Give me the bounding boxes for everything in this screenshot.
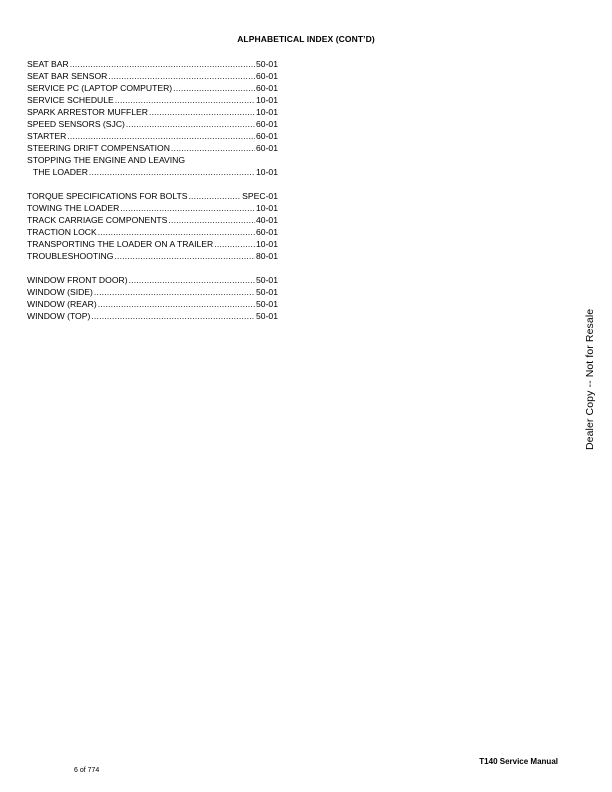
index-entry	[27, 202, 278, 214]
index-entry	[27, 238, 278, 250]
manual-title: T140 Service Manual	[479, 757, 558, 766]
index-entry-continuation	[27, 166, 278, 178]
index-term: TROUBLESHOOTING	[27, 251, 114, 261]
index-page-ref: 10-01	[256, 107, 278, 117]
index-page-ref: SPEC-01	[242, 191, 278, 201]
index-term: TORQUE SPECIFICATIONS FOR BOLTS	[27, 191, 188, 201]
dealer-copy-watermark: Dealer Copy -- Not for Resale	[584, 308, 596, 450]
index-entry	[27, 190, 278, 202]
dot-leader	[173, 82, 255, 94]
dot-leader	[188, 190, 241, 202]
dot-leader	[70, 58, 255, 70]
index-page-ref: 50-01	[256, 299, 278, 309]
alphabetical-index	[27, 58, 278, 334]
page-counter: 6 of 774	[74, 767, 100, 774]
dot-leader	[98, 298, 255, 310]
index-entry	[27, 82, 278, 94]
index-entry	[27, 298, 278, 310]
index-entry	[27, 250, 278, 262]
index-term: WINDOW (TOP)	[27, 311, 91, 321]
dot-leader	[98, 226, 255, 238]
index-entry	[27, 58, 278, 70]
index-entry-multiline	[27, 154, 278, 178]
index-term: TRACK CARRIAGE COMPONENTS	[27, 215, 168, 225]
index-term: STOPPING THE ENGINE AND LEAVING	[27, 155, 186, 165]
index-group-w	[27, 274, 278, 322]
dot-leader	[114, 250, 255, 262]
index-entry	[27, 118, 278, 130]
index-term: STARTER	[27, 131, 67, 141]
index-term: SEAT BAR SENSOR	[27, 71, 108, 81]
index-term: SERVICE PC (LAPTOP COMPUTER)	[27, 83, 173, 93]
dot-leader	[214, 238, 255, 250]
index-page-ref: 50-01	[256, 275, 278, 285]
index-term-continued: THE LOADER	[33, 167, 88, 177]
index-page-ref: 10-01	[256, 95, 278, 105]
index-term: SERVICE SCHEDULE	[27, 95, 114, 105]
index-term: WINDOW (REAR)	[27, 299, 97, 309]
index-entry	[27, 106, 278, 118]
index-term: SPEED SENSORS (SJC)	[27, 119, 125, 129]
dot-leader	[120, 202, 255, 214]
index-page-ref: 60-01	[256, 131, 278, 141]
index-group-t	[27, 190, 278, 262]
dot-leader	[129, 274, 255, 286]
index-entry	[27, 130, 278, 142]
index-page-ref: 50-01	[256, 59, 278, 69]
index-term: TRACTION LOCK	[27, 227, 97, 237]
index-page-ref: 60-01	[256, 227, 278, 237]
index-term: TRANSPORTING THE LOADER ON A TRAILER	[27, 239, 214, 249]
index-entry	[27, 310, 278, 322]
index-entry	[27, 142, 278, 154]
index-group-s	[27, 58, 278, 178]
index-entry	[27, 286, 278, 298]
dot-leader	[108, 70, 255, 82]
index-page-ref: 80-01	[256, 251, 278, 261]
index-entry	[27, 214, 278, 226]
index-term: WINDOW FRONT DOOR)	[27, 275, 128, 285]
index-term: WINDOW (SIDE)	[27, 287, 93, 297]
index-term: STEERING DRIFT COMPENSATION	[27, 143, 170, 153]
dot-leader	[91, 310, 255, 322]
index-entry	[27, 226, 278, 238]
dot-leader	[126, 118, 255, 130]
dot-leader	[171, 142, 255, 154]
dot-leader	[67, 130, 255, 142]
dot-leader	[115, 94, 255, 106]
dot-leader	[168, 214, 255, 226]
index-entry	[27, 70, 278, 82]
index-page-ref: 60-01	[256, 143, 278, 153]
dot-leader	[149, 106, 255, 118]
index-page-ref: 10-01	[256, 167, 278, 177]
index-page-ref: 40-01	[256, 215, 278, 225]
index-page-ref: 10-01	[256, 239, 278, 249]
index-term: SPARK ARRESTOR MUFFLER	[27, 107, 148, 117]
index-page-ref: 60-01	[256, 119, 278, 129]
index-term: SEAT BAR	[27, 59, 69, 69]
index-term: TOWING THE LOADER	[27, 203, 120, 213]
index-entry	[27, 274, 278, 286]
dot-leader	[89, 166, 255, 178]
index-page-ref: 60-01	[256, 71, 278, 81]
page-title: ALPHABETICAL INDEX (CONT’D)	[237, 34, 375, 44]
index-page-ref: 50-01	[256, 287, 278, 297]
index-entry	[27, 94, 278, 106]
index-page-ref: 50-01	[256, 311, 278, 321]
index-page-ref: 60-01	[256, 83, 278, 93]
index-page-ref: 10-01	[256, 203, 278, 213]
dot-leader	[94, 286, 255, 298]
